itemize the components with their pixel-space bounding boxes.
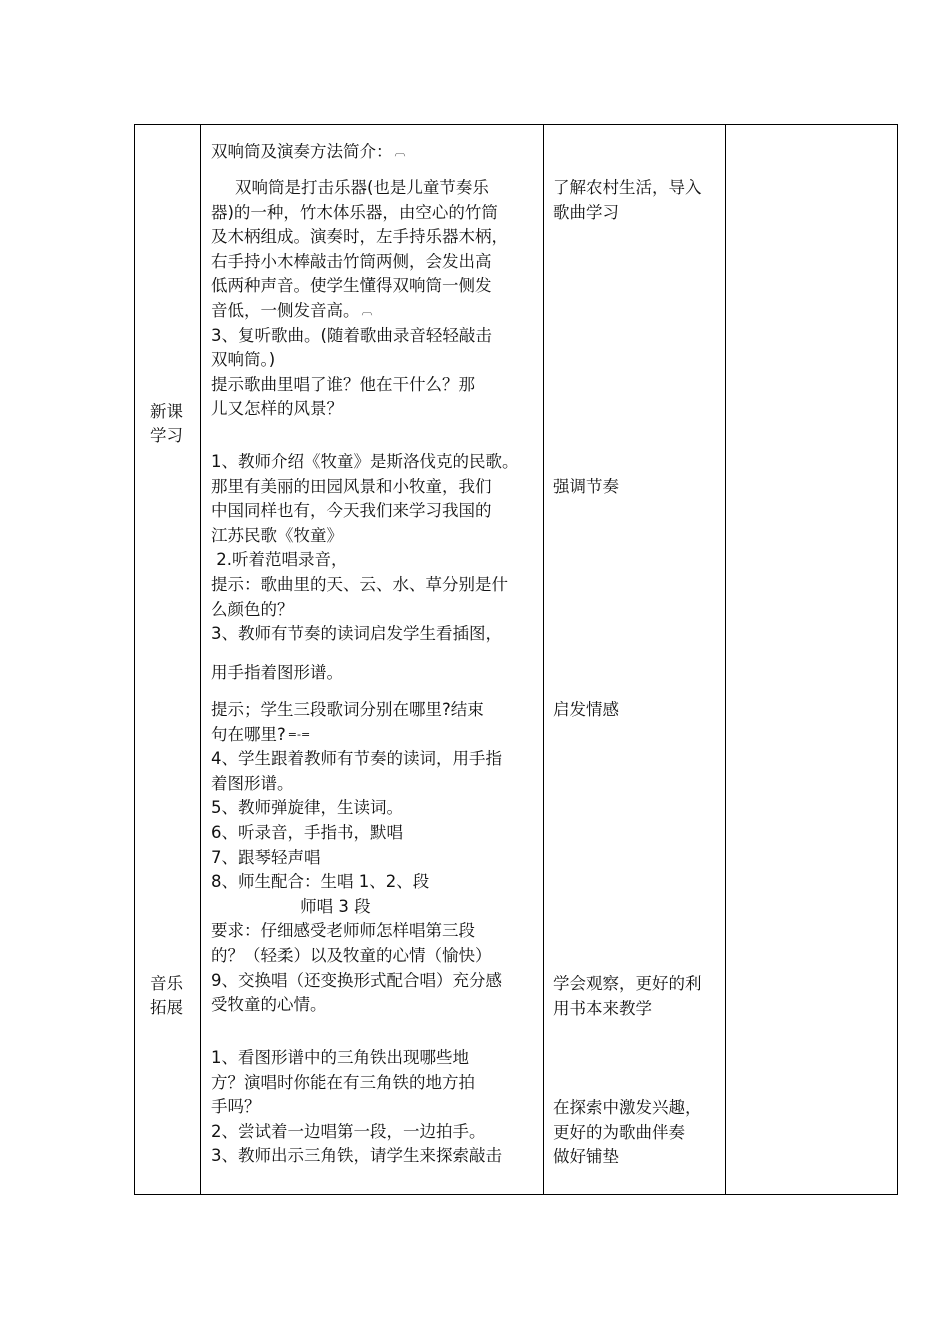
edit-mark: ︹ [361,303,373,317]
content-line: 双响筒及演奏方法简介： ︹ [211,142,406,161]
content-line: 双响筒。) [211,350,276,370]
label-line: 音乐 [150,974,183,993]
content-line: 么颜色的？ [211,599,294,619]
content-line: 儿又怎样的风景？ [211,399,343,419]
note-line: 在探索中激发兴趣， [553,1098,702,1117]
content-line: 3、教师有节奏的读词启发学生看插图， [211,624,502,644]
note-line: 学会观察，更好的利 [553,974,702,993]
content-line: 用手指着图形谱。 [211,663,343,682]
edit-mark: ︹ [394,145,406,158]
label-line: 新课 [150,402,183,421]
note-line: 用书本来教学 [553,998,652,1018]
note-line: 做好铺垫 [553,1147,619,1167]
content-line: 音低，一侧发音高。 ︹ [211,300,373,320]
content-line: 7、跟琴轻声唱 [211,847,321,867]
content-line: 3、教师出示三角铁，请学生来探索敲击 [211,1146,502,1166]
content-line: 句在哪里? =-= [211,724,311,744]
edit-mark: =-= [287,727,311,741]
content-line: 3、复听歌曲。(随着歌曲录音轻轻敲击 [211,325,492,345]
note-line: 歌曲学习 [553,202,619,222]
content-line: 提示：歌曲里的天、云、水、草分别是什 [211,574,508,594]
content-line: 器)的一种，竹木体乐器，由空心的竹筒 [211,202,498,222]
content-block-practice [211,698,502,1018]
column-divider-2 [543,124,544,1195]
content-block-triangle [211,1046,502,1169]
content-block-song-intro [211,450,519,647]
content-line: 提示；学生三段歌词分别在哪里?结束 [211,700,484,719]
content-line: 2.听着范唱录音， [211,550,348,570]
content-line: 2、尝试着一边唱第一段，一边拍手。 [211,1121,486,1141]
content-line: 的？（轻柔）以及牧童的心情（愉快） [211,945,492,965]
label-line: 拓展 [150,998,183,1017]
content-line: 师唱 3 段 [211,896,371,916]
label-line: 学习 [150,426,183,445]
content-line: 6、听录音，手指书，默唱 [211,822,403,842]
content-block-intro [211,140,406,165]
content-line: 方？演唱时你能在有三角铁的地方拍 [211,1072,475,1092]
content-line: 受牧童的心情。 [211,995,327,1015]
content-line: 要求：仔细感受老师师怎样唱第三段 [211,921,475,941]
note-line: 启发情感 [553,700,619,719]
content-line: 8、师生配合：生唱 1、2、段 [211,872,430,892]
content-line: 9、交换唱（还变换形式配合唱）充分感 [211,970,502,990]
note-block-4 [553,972,702,1021]
content-line: 着图形谱。 [211,773,294,793]
content-line: 那里有美丽的田园风景和小牧童，我们 [211,476,492,496]
content-line: 低两种声音。使学生懂得双响筒一侧发 [211,276,492,296]
content-line: 1、教师介绍《牧童》是斯洛伐克的民歌。 [211,452,519,471]
content-line: 江苏民歌《牧童》 [211,525,343,545]
note-block-1 [553,176,702,225]
section-label-music-extension [150,972,183,1020]
note-block-3 [553,698,619,723]
content-block-instrument [211,176,508,422]
note-block-2 [553,475,619,500]
note-line: 了解农村生活，导入 [553,178,702,197]
column-divider-1 [200,124,201,1195]
content-line: 提示歌曲里唱了谁？他在干什么？那 [211,374,475,394]
content-line: 右手持小木棒敲击竹筒两侧，会发出高 [211,251,492,271]
column-divider-3 [725,124,726,1195]
section-label-new-lesson [150,400,183,448]
note-block-5 [553,1096,702,1170]
content-line: 及木柄组成。演奏时，左手持乐器木柄， [211,227,508,247]
content-line: 双响筒是打击乐器(也是儿童节奏乐 [235,178,489,197]
content-line: 中国同样也有，今天我们来学习我国的 [211,501,492,521]
content-line: 5、教师弹旋律，生读词。 [211,798,403,818]
note-line: 强调节奏 [553,477,619,496]
content-line: 4、学生跟着教师有节奏的读词，用手指 [211,749,502,769]
note-line: 更好的为歌曲伴奏 [553,1122,685,1142]
content-line: 1、看图形谱中的三角铁出现哪些地 [211,1048,469,1067]
content-block-pointing [211,661,343,686]
content-line: 手吗？ [211,1097,261,1117]
